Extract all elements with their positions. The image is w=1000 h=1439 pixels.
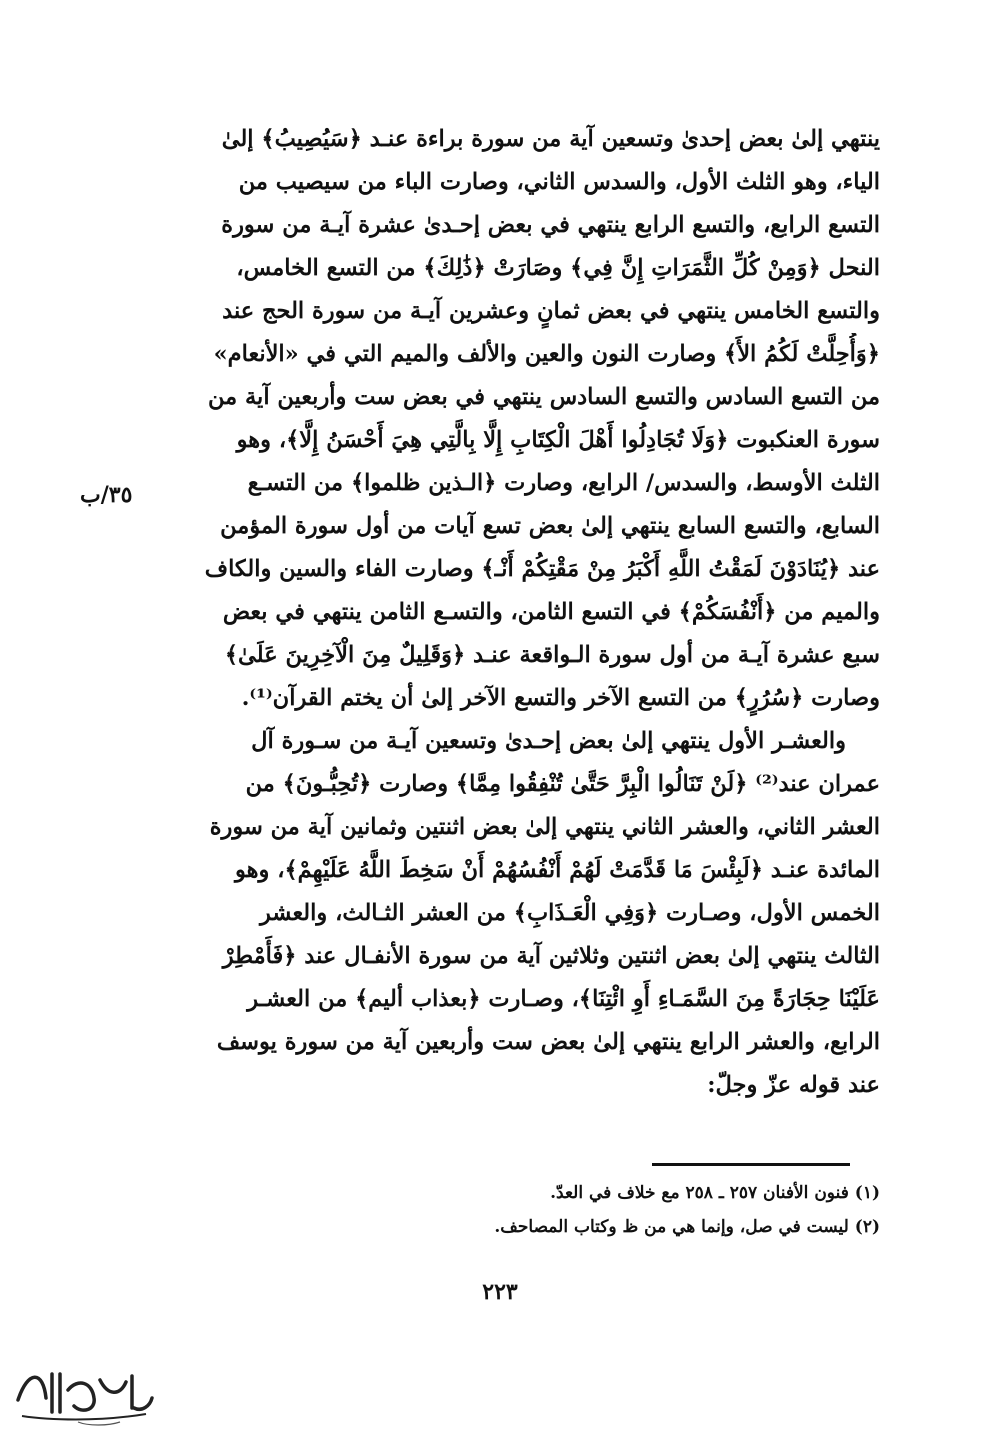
text-line: النحل ﴿وَمِنْ كُلِّ الثَّمَرَاتِ إِنَّ فِي﴾ وصَارَتْ ﴿ذَٰلِكَ﴾ من التسع الخامس، (236, 255, 880, 281)
text-line: الثلث الأوسط، والسدس/ الرابع، وصارت ﴿الـذين ظلموا﴾ من التسـع (247, 470, 880, 496)
text-line: عمران عند⁽²⁾ ﴿لَنْ تَنَالُوا الْبِرَّ حَتَّىٰ تُنْفِقُوا مِمَّا﴾ وصارت ﴿تُحِبُّـونَ﴾ من (245, 771, 880, 797)
text-line: والميم من ﴿أَنْفُسَكُمْ﴾ في التسع الثامن، والتسـع الثامن ينتهي في بعض (222, 599, 880, 625)
text-line: عند ﴿يُنَادَوْنَ لَمَقْتُ اللَّهِ أَكْبَرُ مِنْ مَقْتِكُمْ أَنْـ﴾ وصارت الفاء والسين والكاف (204, 556, 880, 582)
text-line: عَلَيْنَا حِجَارَةً مِنَ السَّمَـاءِ أَوِ ائْتِنَا﴾، وصـارت ﴿بعذاب أليم﴾ من العشـر (247, 986, 880, 1012)
manuscript-folio-note: ٣٥/ب (80, 482, 133, 508)
text-line: التسع الرابع، والتسع الرابع ينتهي في بعض إحـدىٰ عشرة آيـة من سورة (221, 212, 880, 238)
footnotes (163, 1176, 880, 1244)
footnote-separator (652, 1163, 850, 1166)
footnote-1: (١) فنون الأفنان ٢٥٧ ـ ٢٥٨ مع خلاف في العدّ. (550, 1183, 880, 1203)
text-line: الثالث ينتهي إلىٰ بعض اثنتين وثلاثين آية من سورة الأنفـال عند ﴿فَأَمْطِرْ (222, 943, 880, 969)
footnote-2: (٢) ليست في صل، وإنما هي من ظ وكتاب المصاحف. (494, 1217, 880, 1237)
calligraphy-logo (8, 1360, 158, 1432)
text-line: ﴿وَأُحِلَّتْ لَكُمُ الأَ﴾ وصارت النون والعين والألف والميم التي في «الأنعام» (213, 341, 880, 367)
text-line: سبع عشرة آيـة من أول سورة الـواقعة عنـد ﴿وَقَلِيلٌ مِنَ الْآخِرِينَ عَلَىٰ﴾ (224, 642, 880, 668)
text-line: عند قوله عزّ وجلّ: (707, 1072, 880, 1098)
text-line: من التسع السادس والتسع السادس ينتهي في بعض ست وأربعين آية من (207, 384, 880, 410)
text-line: سورة العنكبوت ﴿وَلَا تُجَادِلُوا أَهْلَ الْكِتَابِ إِلَّا بِالَّتِي هِيَ أَحْسَنُ إِلَّا﴾، وهو (236, 427, 880, 453)
text-line: المائدة عنـد ﴿لَبِئْسَ مَا قَدَّمَتْ لَهُمْ أَنْفُسُهُمْ أَنْ سَخِطَ اللَّهُ عَلَيْهِمْ﴾، وهو (235, 857, 880, 883)
text-line: الرابع، والعشر الرابع ينتهي إلىٰ بعض ست وأربعين آية من سورة يوسف (216, 1029, 880, 1055)
text-line: الياء، وهو الثلث الأول، والسدس الثاني، وصارت الباء من سيصيب من (238, 169, 880, 195)
paragraph-start-line: والعشـر الأول ينتهي إلىٰ بعض إحـدىٰ وتسعين آيـة من سـورة آل (251, 728, 846, 754)
page-number: ٢٢٣ (482, 1279, 518, 1305)
text-line: وصارت ﴿سُرُرٍ﴾ من التسع الآخر والتسع الآخر إلىٰ أن يختم القرآن⁽¹⁾. (241, 685, 880, 711)
main-text-body (163, 118, 880, 1107)
text-line: العشر الثاني، والعشر الثاني ينتهي إلىٰ بعض اثنتين وثمانين آية من سورة (209, 814, 880, 840)
text-line: الخمس الأول، وصـارت ﴿وَفِي الْعَـذَابِ﴾ من العشر الثـالث، والعشر (259, 900, 880, 926)
text-line: ينتهي إلىٰ بعض إحدىٰ وتسعين آية من سورة براءة عنـد ﴿سَيُصِيبُ﴾ إلىٰ (221, 126, 880, 152)
text-line: والتسع الخامس ينتهي في بعض ثمانٍ وعشرين آيـة من سورة الحج عند (222, 298, 880, 324)
text-line: السابع، والتسع السابع ينتهي إلىٰ بعض تسع آيات من أول سورة المؤمن (220, 513, 880, 539)
